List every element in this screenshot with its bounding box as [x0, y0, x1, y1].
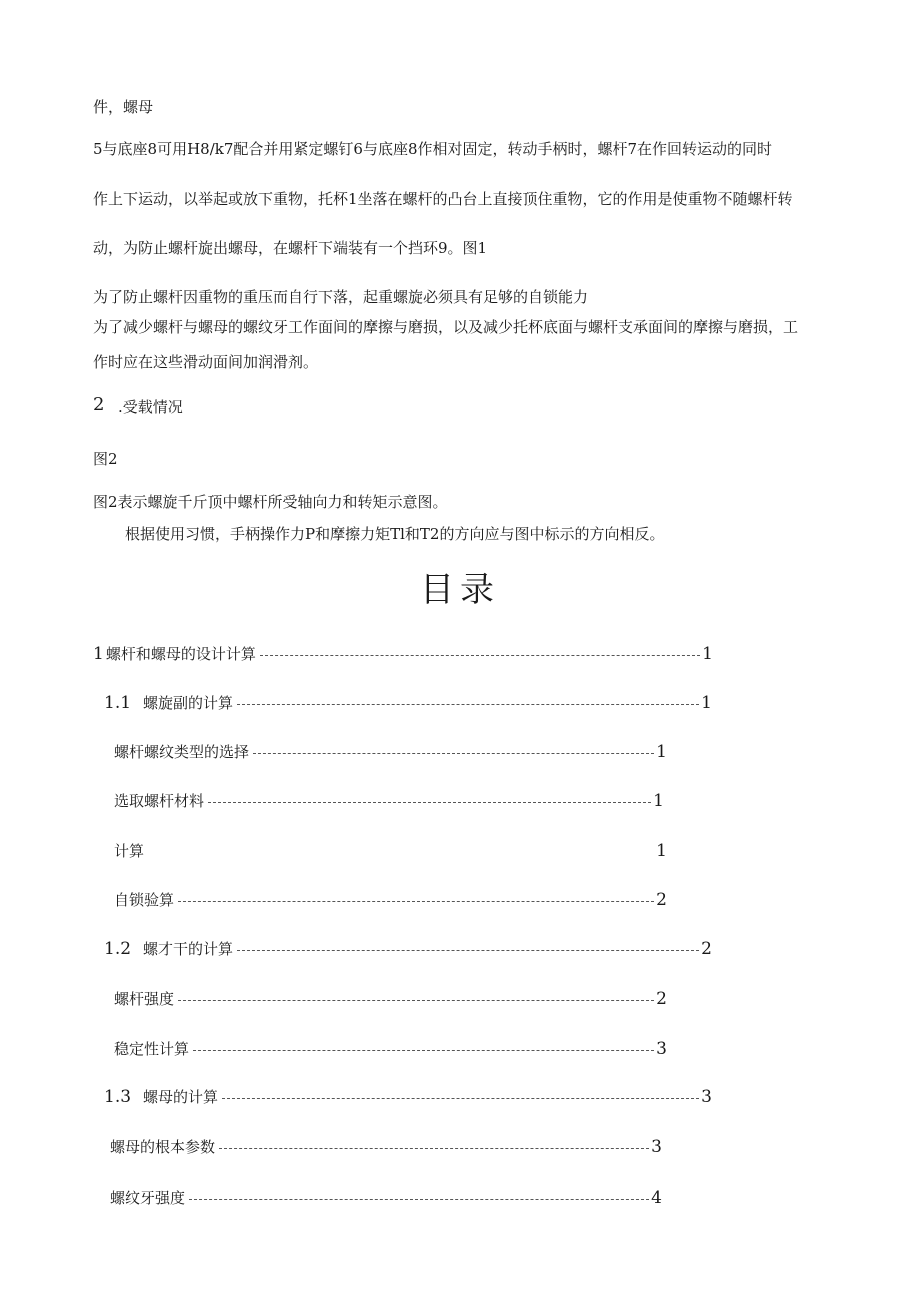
toc-entry-page: 1 — [702, 644, 713, 664]
section-title: .受载情况 — [118, 398, 183, 416]
toc-leader — [260, 655, 700, 656]
toc-entry[interactable] — [104, 692, 712, 714]
paragraph-line: 作上下运动，以举起或放下重物，托杯1坐落在螺杆的凸台上直接顶住重物，它的作用是使重物不随螺杆转 — [93, 190, 793, 208]
paragraph-line: 5与底座8可用H8/k7配合并用紧定螺钉6与底座8作相对固定，转动手柄时，螺杆7在作回转运动的同时 — [93, 140, 773, 158]
toc-entry[interactable] — [110, 1136, 662, 1158]
toc-entry-number: 1.3 — [104, 1087, 132, 1107]
toc-entry-label: 螺旋副的计算 — [143, 694, 234, 712]
toc-entry[interactable] — [114, 1038, 667, 1060]
toc-entry[interactable] — [114, 889, 667, 911]
toc-entry-page: 2 — [701, 939, 712, 959]
toc-entry-label: 选取螺杆材料 — [114, 792, 205, 810]
toc-entry-label: 螺纹牙强度 — [110, 1189, 186, 1207]
toc-leader — [253, 753, 654, 754]
toc-leader — [189, 1199, 649, 1200]
paragraph-line: 根据使用习惯，手柄操作力P和摩擦力矩Tl和T2的方向应与图中标示的方向相反。 — [125, 525, 665, 543]
toc-entry-label: 螺才干的计算 — [143, 940, 234, 958]
toc-leader — [178, 1000, 654, 1001]
toc-entry-page: 1 — [656, 841, 667, 861]
toc-entry-number: 1.2 — [104, 939, 132, 959]
toc-entry[interactable] — [114, 988, 667, 1010]
paragraph-line: 作时应在这些滑动面间加润滑剂。 — [93, 353, 319, 371]
toc-entry-label: 螺杆强度 — [114, 990, 175, 1008]
paragraph-line: 为了防止螺杆因重物的重压而自行下落，起重螺旋必须具有足够的自锁能力 — [93, 288, 589, 306]
toc-title: 目录 — [420, 570, 500, 610]
toc-entry-page: 3 — [701, 1087, 712, 1107]
toc-entry-label: 螺杆螺纹类型的选择 — [114, 743, 250, 761]
toc-entry[interactable] — [104, 1086, 712, 1108]
paragraph-line: 图2表示螺旋千斤顶中螺杆所受轴向力和转矩示意图。 — [93, 493, 448, 511]
toc-entry-label: 计算 — [114, 842, 145, 860]
toc-entry-page: 4 — [651, 1188, 662, 1208]
toc-entry-page: 1 — [701, 693, 712, 713]
toc-entry-page: 1 — [653, 791, 664, 811]
toc-leader — [208, 802, 651, 803]
toc-entry-label: 螺杆和螺母的设计计算 — [105, 645, 256, 663]
toc-entry-label: 稳定性计算 — [114, 1040, 190, 1058]
toc-leader — [222, 1098, 699, 1099]
toc-entry-page: 3 — [656, 1039, 667, 1059]
toc-entry-page: 3 — [651, 1137, 662, 1157]
toc-entry-label: 螺母的计算 — [143, 1088, 219, 1106]
toc-entry[interactable] — [114, 790, 664, 812]
paragraph-line: 为了减少螺杆与螺母的螺纹牙工作面间的摩擦与磨损，以及减少托杯底面与螺杆支承面间的摩擦与磨损，工 — [93, 318, 799, 336]
figure-label: 图2 — [93, 450, 118, 468]
toc-entry[interactable] — [114, 741, 667, 763]
toc-entry-page: 1 — [656, 742, 667, 762]
toc-entry-label: 螺母的根本参数 — [110, 1138, 216, 1156]
paragraph-line: 件，螺母 — [93, 98, 154, 116]
toc-leader — [193, 1050, 654, 1051]
toc-leader — [178, 901, 654, 902]
paragraph-line: 动，为防止螺杆旋出螺母，在螺杆下端装有一个挡环9。图1 — [93, 239, 488, 257]
toc-entry-label: 自锁验算 — [114, 891, 175, 909]
toc-entry-page: 2 — [656, 989, 667, 1009]
toc-entry[interactable] — [110, 1187, 662, 1209]
toc-entry-number: 1 — [93, 644, 104, 664]
section-number: 2 — [93, 394, 105, 415]
toc-entry[interactable] — [114, 840, 667, 862]
toc-leader — [237, 704, 699, 705]
toc-leader — [219, 1148, 649, 1149]
toc-entry-page: 2 — [656, 890, 667, 910]
toc-entry[interactable] — [93, 643, 713, 665]
toc-leader — [237, 950, 699, 951]
toc-entry-number: 1.1 — [104, 693, 132, 713]
toc-entry[interactable] — [104, 938, 712, 960]
